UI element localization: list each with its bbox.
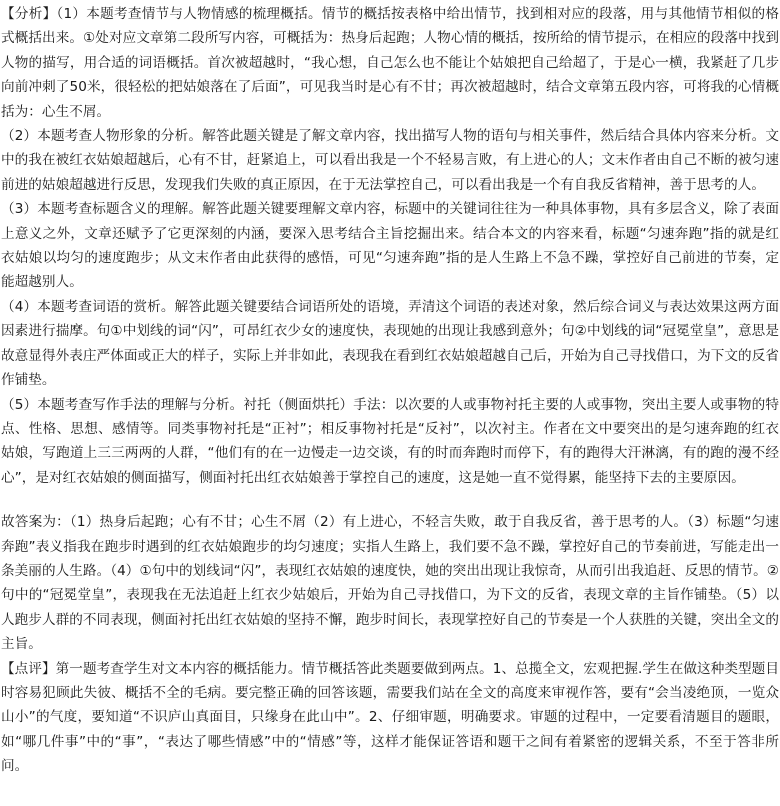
analysis-paragraph-2: （2）本题考查人物形象的分析。解答此题关键是了解文章内容，找出描写人物的语句与相关事件，然后结合具体内容来分析。文中的我在被红衣姑娘超越后，心有不甘，赶紧追上，可以看出我是一个不轻易言败，有上进心的人；文末作者由自己不断的被匀速前进的姑娘超越进行反思，发现我们失败的真正原因，在于无法掌控自己，可以看出我是一个有自我反省精神，善于思考的人。 (1, 128, 779, 193)
analysis-paragraph-3: （3）本题考查标题含义的理解。解答此题关键要理解文章内容，标题中的关键词往往为一种具体事物，具有多层含义，除了表面上意义之外，文章还赋予了它更深刻的内涵，要深入思考结合主旨挖掘出来。结合本文的内容来看，标题“匀速奔跑”指的就是红衣姑娘以均匀的速度跑步；从文末作者由此获得的感悟，可见“匀速奔跑”指的是人生路上不急不躁，掌控好自己前进的节奏，定能超越别人。 (1, 201, 779, 291)
comment-paragraph: 【点评】第一题考查学生对文本内容的概括能力。情节概括答此类题要做到两点。1、总揽全文，宏观把握.学生在做这种类型题目时容易犯顾此失彼、概括不全的毛病。要完整正确的回答该题，需要我们站在全文的高度来审视作答，要有“会当凌绝顶，一览众山小”的气度，要知道“不识庐山真面目，只缘身在此山中”。2、仔细审题，明确要求。审题的过程中，一定要看清题目的题眼，如“哪几件事”中的“事”，“表达了哪些情感”中的“情感”等，这样才能保证答语和题干之间有着紧密的逻辑关系，不至于答非所问。 (1, 660, 779, 775)
paragraph-gap (1, 490, 779, 510)
analysis-paragraph-1: 【分析】（1）本题考查情节与人物情感的梳理概括。情节的概括按表格中给出情节，找到相对应的段落，用与其他情节相似的格式概括出来。①处对应文章第二段所写内容，可概括为：热身后起跑；人物心情的概括，按所给的情节提示，在相应的段落中找到人物的描写，用合适的词语概括。首次被超越时，“我心想，自己怎么也不能让个姑娘把自己给超了，于是心一横，我紧赶了几步向前冲刺了50米，很轻松的把姑娘落在了后面”，可见我当时是心有不甘；再次被超越时，结合文章第五段内容，可将我的心情概括为：心生不屑。 (1, 6, 779, 120)
answer-paragraph: 故答案为：（1）热身后起跑；心有不甘；心生不屑（2）有上进心，不轻言失败，敢于自我反省，善于思考的人。（3）标题“匀速奔跑”表义指我在跑步时遇到的红衣姑娘跑步的均匀速度；实指人生路上，我们要不急不躁，掌控好自己的节奏前进，写能走出一条美丽的人生路。（4）①句中的划线词“闪”，表现红衣姑娘的速度快，她的突出出现让我惊奇，从而引出我追赶、反思的情节。②句中的“冠冕堂皇”，表现我在无法追赶上红衣少姑娘后，开始为自己寻找借口，为下文的反省，表现文章的主旨作铺垫。（5）以人跑步人群的不同表现，侧面衬托出红衣姑娘的坚持不懈，跑步时间长，表现掌控好自己的节奏是一个人获胜的关键，突出全文的主旨。 (1, 514, 779, 653)
analysis-paragraph-5: （5）本题考查写作手法的理解与分析。衬托（侧面烘托）手法：以次要的人或事物衬托主要的人或事物，突出主要人或事物的特点、性格、思想、感情等。同类事物衬托是“正衬”；相反事物衬托是“反衬”，以次衬主。作者在文中要突出的是匀速奔跑的红衣姑娘，写跑道上三三两两的人群，“他们有的在一边慢走一边交谈，有的时而奔跑时而停下，有的跑得大汗淋漓，有的跑的漫不经心”，是对红衣姑娘的侧面描写，侧面衬托出红衣姑娘善于掌控自己的速度，这是她一直不觉得累，能坚持下去的主要原因。 (1, 396, 779, 486)
analysis-paragraph-4: （4）本题考查词语的赏析。解答此题关键要结合词语所处的语境，弄清这个词语的表述对象，然后综合词义与表达效果这两方面因素进行揣摩。句①中划线的词“闪”，可昂红衣少女的速度快，表现她的出现让我感到意外；句②中划线的词“冠冕堂皇”，意思是故意显得外表庄严体面或正大的样子，实际上并非如此，表现我在看到红衣姑娘超越自己后，开始为自己寻找借口，为下文的反省作铺垫。 (1, 298, 779, 389)
